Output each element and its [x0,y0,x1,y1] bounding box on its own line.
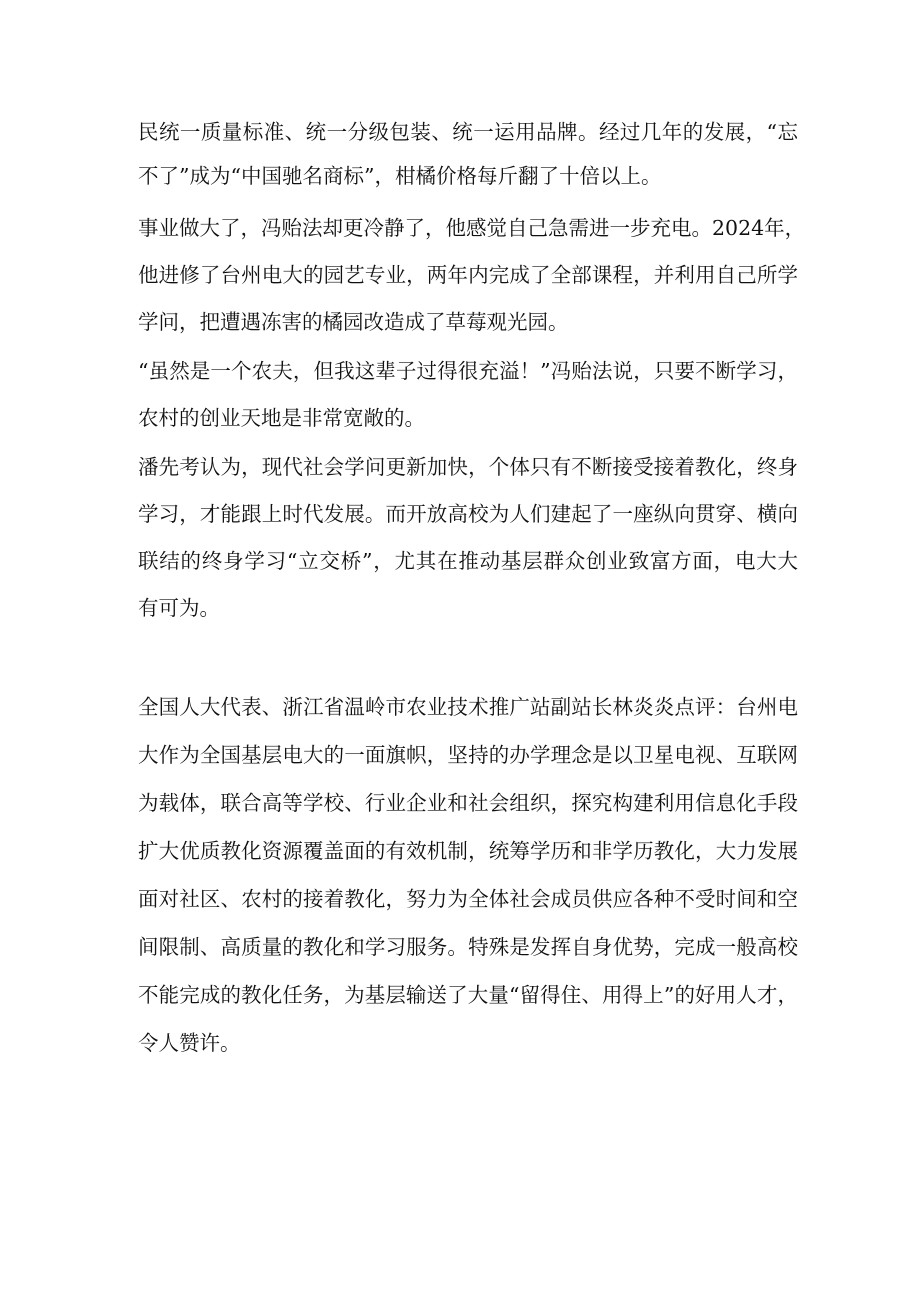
paragraph-line: 为载体，联合高等学校、行业企业和社会组织，探究构建利用信息化手段 [138,791,798,815]
paragraph-line: 不了”成为“中国驰名商标”，柑橘价格每斤翻了十倍以上。 [138,164,662,188]
paragraph-line: 有可为。 [138,596,220,620]
paragraph-line: 间限制、高质量的教化和学习服务。特殊是发挥自身优势，完成一般高校 [138,935,798,959]
paragraph-line: 扩大优质教化资源覆盖面的有效机制，统筹学历和非学历教化，大力发展 [138,839,798,863]
paragraph-line: 大作为全国基层电大的一面旗帜，坚持的办学理念是以卫星电视、互联网 [138,743,798,767]
paragraph-line: “虽然是一个农夫，但我这辈子过得很充溢！”冯贻法说，只要不断学习， [138,359,798,383]
paragraph-line: 令人赞许。 [138,1031,241,1055]
paragraph-line: 学习，才能跟上时代发展。而开放高校为人们建起了一座纵向贯穿、横向 [138,502,798,526]
paragraph-line: 农村的创业天地是非常宽敞的。 [138,406,425,430]
paragraph-line: 民统一质量标准、统一分级包装、统一运用品牌。经过几年的发展，“忘 [138,120,798,144]
paragraph-line: 学问，把遭遇冻害的橘园改造成了草莓观光园。 [138,310,569,334]
paragraph-line: 潘先考认为，现代社会学问更新加快，个体只有不断接受接着教化，终身 [138,455,798,479]
paragraph-line: 他进修了台州电大的园艺专业，两年内完成了全部课程，并利用自己所学 [138,263,798,287]
paragraph-line: 不能完成的教化任务，为基层输送了大量“留得住、用得上”的好用人才， [138,983,798,1007]
paragraph-line: 事业做大了，冯贻法却更冷静了，他感觉自己急需进一步充电。2024年， [138,216,806,240]
paragraph-line: 全国人大代表、浙江省温岭市农业技术推广站副站长林炎炎点评：台州电 [138,695,798,719]
paragraph-line: 面对社区、农村的接着教化，努力为全体社会成员供应各种不受时间和空 [138,887,798,911]
paragraph-line: 联结的终身学习“立交桥”，尤其在推动基层群众创业致富方面，电大大 [138,549,798,573]
